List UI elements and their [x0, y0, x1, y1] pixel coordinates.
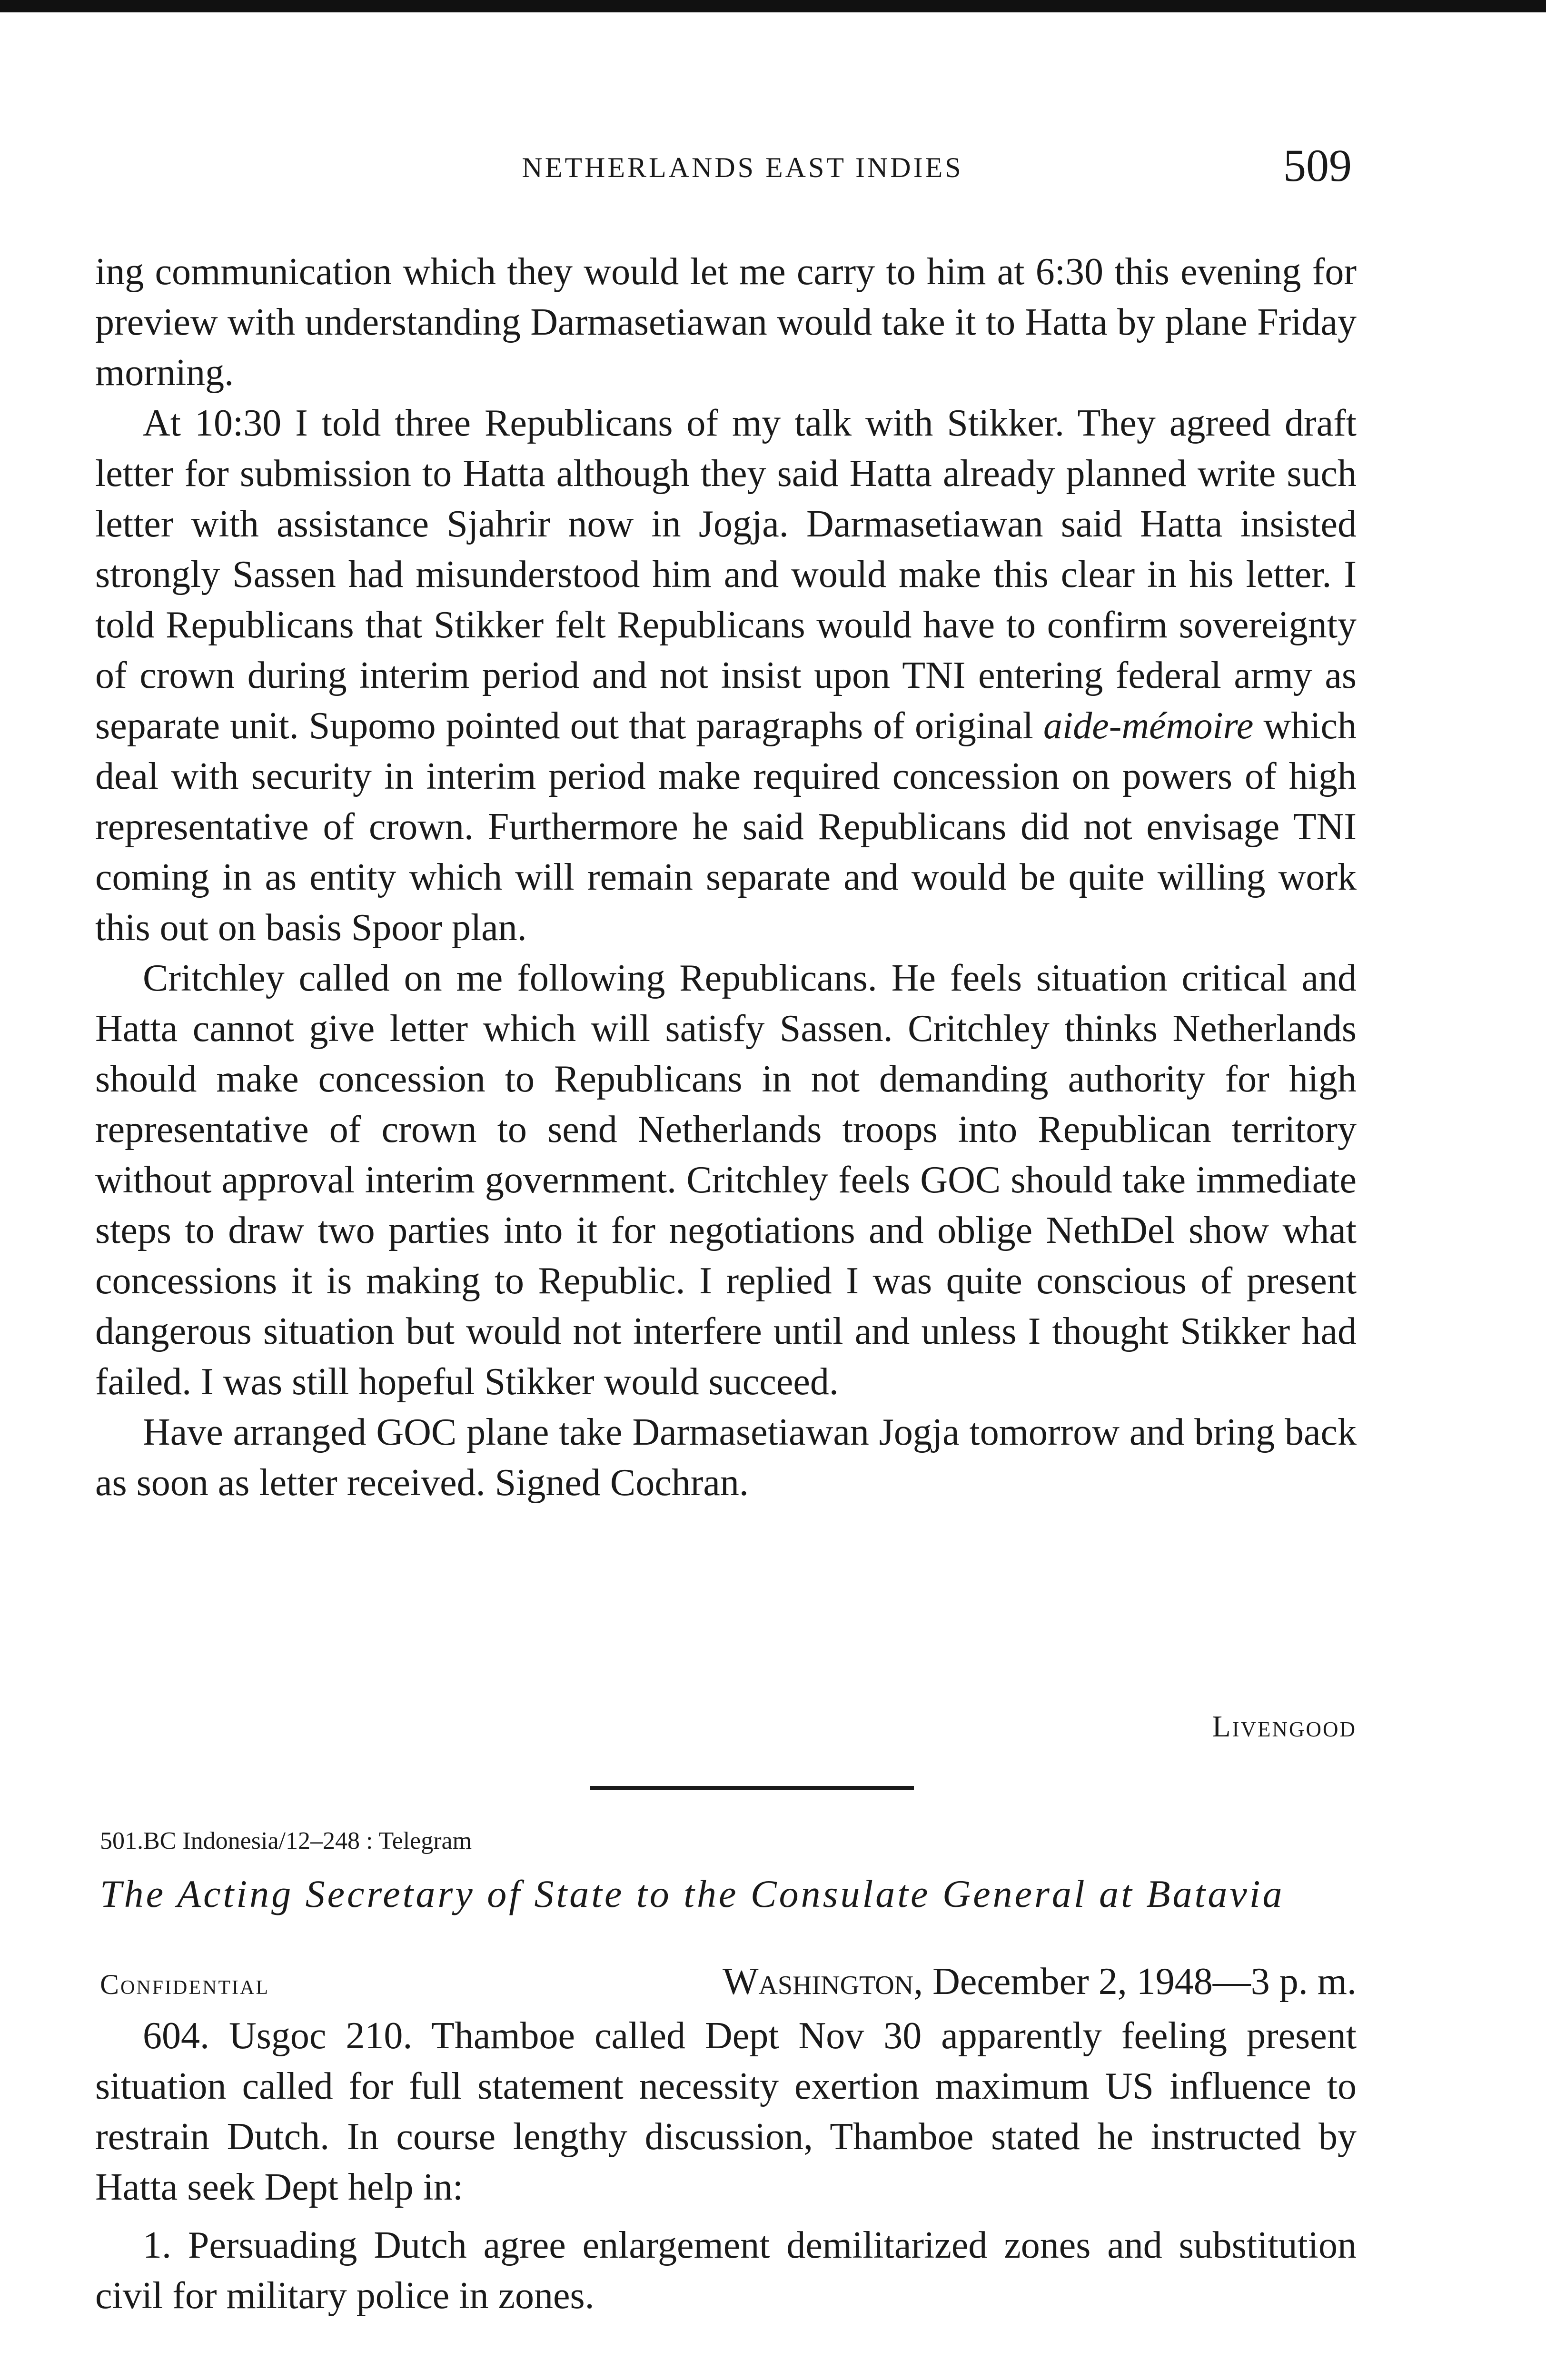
paragraph-text: At 10:30 I told three Republicans of my talk with Stikker. They agreed draft letter for submission to Hatta although they said Hatta already planned write such letter with assistance Sjahrir now in Jogja. Darmasetiawan said Hatta insisted strongly Sassen had misunderstood him and would make this clear in his letter. I told Republicans that Stikker felt Republicans would have to confirm sovereignty of crown during interim period and not insist upon TNI entering federal army as separate unit. Supomo pointed out that paragraphs of original: [95, 402, 1357, 747]
document-title: The Acting Secretary of State to the Consulate General at Batavia: [100, 1872, 1285, 1915]
telegram-body: [95, 2011, 1357, 2321]
paragraph-republicans-talk: [95, 398, 1357, 953]
running-head: NETHERLANDS EAST INDIES: [522, 152, 963, 183]
paragraph-critchley: Critchley called on me following Republicans. He feels situation critical and Hatta cannot give letter which will satisfy Sassen. Critchley thinks Netherlands should make concession to Republicans in not demanding authority for high representative of crown to send Netherlands troops into Republican territory without approval interim government. Critchley feels GOC should take immediate steps to draw two parties into it for negotiations and oblige NethDel show what concessions it is making to Republic. I replied I was quite conscious of present dangerous situation but would not interfere until and unless I thought Stikker had failed. I was still hopeful Stikker would succeed.: [95, 957, 1357, 1403]
file-reference: 501.BC Indonesia/12–248 : Telegram: [100, 1827, 472, 1854]
section-divider: [590, 1786, 914, 1790]
letter-continuation: [95, 247, 1357, 1508]
page-number: 509: [1283, 140, 1352, 191]
dateline-place: Washington: [722, 1961, 914, 2003]
dateline: [633, 1960, 1357, 2003]
scan-top-border: [0, 0, 1546, 12]
dateline-date: , December 2, 1948—3 p. m.: [913, 1961, 1357, 2003]
italic-term: aide-mémoire: [1043, 705, 1254, 747]
paragraph-continued: ing communication which they would let me carry to him at 6:30 this evening for preview with understanding Darmasetiawan would take it to Hatta by plane Friday morning.: [95, 251, 1357, 394]
signature: Livengood: [1212, 1709, 1357, 1743]
paragraph-goc-plane: Have arranged GOC plane take Darmasetiawan Jogja tomorrow and bring back as soon as letter received. Signed Cochran.: [95, 1411, 1357, 1504]
classification-label: Confidential: [100, 1969, 269, 2000]
paragraph-text-tail: which deal with security in interim period make required concession on powers of high representative of crown. Furthermore he said Republicans did not envisage TNI coming in as entity which will remain separate and would be quite willing work this out on basis Spoor plan.: [95, 705, 1357, 949]
paragraph-thamboe: 604. Usgoc 210. Thamboe called Dept Nov 30 apparently feeling present situation called for full statement necessity exertion maximum US influence to restrain Dutch. In course lengthy discussion, Thamboe stated he instructed by Hatta seek Dept help in:: [95, 2015, 1357, 2208]
list-item-1: 1. Persuading Dutch agree enlargement demilitarized zones and substitution civil for military police in zones.: [95, 2224, 1357, 2317]
